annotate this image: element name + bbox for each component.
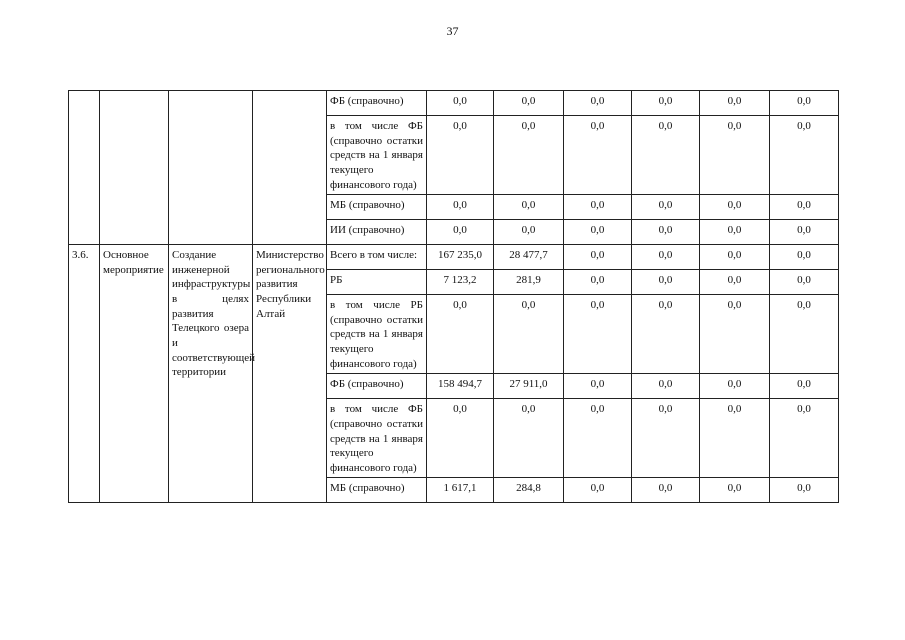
- value-cell: 1 617,1: [427, 478, 494, 503]
- value-cell: 0,0: [632, 295, 700, 374]
- value-cell: 0,0: [632, 478, 700, 503]
- value-cell: 0,0: [427, 220, 494, 245]
- empty-cell: [169, 91, 253, 245]
- value-cell: 0,0: [564, 399, 632, 478]
- value-cell: 0,0: [632, 220, 700, 245]
- source-cell: в том числе ФБ (справочно остатки средств на 1 января текущего финансового года): [327, 116, 427, 195]
- value-cell: 0,0: [700, 295, 770, 374]
- empty-cell: [100, 91, 169, 245]
- value-cell: 0,0: [427, 195, 494, 220]
- value-cell: 0,0: [700, 245, 770, 270]
- value-cell: 0,0: [632, 245, 700, 270]
- value-cell: 158 494,7: [427, 374, 494, 399]
- value-cell: 0,0: [494, 295, 564, 374]
- value-cell: 0,0: [770, 220, 839, 245]
- value-cell: 281,9: [494, 270, 564, 295]
- item-type: Основное мероприятие: [100, 245, 169, 503]
- table-body: [69, 91, 839, 503]
- value-cell: 0,0: [494, 399, 564, 478]
- value-cell: 0,0: [427, 295, 494, 374]
- value-cell: 0,0: [564, 374, 632, 399]
- value-cell: 0,0: [494, 195, 564, 220]
- empty-cell: [69, 91, 100, 245]
- value-cell: 0,0: [770, 116, 839, 195]
- source-cell: ИИ (справочно): [327, 220, 427, 245]
- value-cell: 284,8: [494, 478, 564, 503]
- value-cell: 0,0: [494, 91, 564, 116]
- value-cell: 0,0: [564, 478, 632, 503]
- value-cell: 0,0: [564, 245, 632, 270]
- page-number: 37: [446, 24, 459, 38]
- source-cell: в том числе РБ (справочно остатки средств на 1 января текущего финансового года): [327, 295, 427, 374]
- value-cell: 0,0: [632, 91, 700, 116]
- value-cell: 0,0: [494, 116, 564, 195]
- value-cell: 0,0: [770, 270, 839, 295]
- source-cell: в том числе ФБ (справочно остатки средств на 1 января текущего финансового года): [327, 399, 427, 478]
- value-cell: 0,0: [770, 374, 839, 399]
- value-cell: 0,0: [700, 399, 770, 478]
- source-cell: Всего в том числе:: [327, 245, 427, 270]
- value-cell: 0,0: [700, 374, 770, 399]
- value-cell: 0,0: [770, 295, 839, 374]
- value-cell: 0,0: [564, 116, 632, 195]
- value-cell: 0,0: [632, 195, 700, 220]
- value-cell: 0,0: [700, 195, 770, 220]
- table-row: [69, 245, 839, 270]
- value-cell: 167 235,0: [427, 245, 494, 270]
- value-cell: 7 123,2: [427, 270, 494, 295]
- value-cell: 0,0: [700, 270, 770, 295]
- value-cell: 0,0: [632, 374, 700, 399]
- source-cell: РБ: [327, 270, 427, 295]
- value-cell: 0,0: [427, 399, 494, 478]
- value-cell: 0,0: [700, 116, 770, 195]
- value-cell: 0,0: [427, 91, 494, 116]
- value-cell: 27 911,0: [494, 374, 564, 399]
- value-cell: 0,0: [427, 116, 494, 195]
- value-cell: 0,0: [564, 195, 632, 220]
- value-cell: 0,0: [700, 220, 770, 245]
- item-number: 3.6.: [69, 245, 100, 503]
- value-cell: 0,0: [564, 270, 632, 295]
- value-cell: 0,0: [632, 270, 700, 295]
- value-cell: 0,0: [494, 220, 564, 245]
- source-cell: ФБ (справочно): [327, 374, 427, 399]
- value-cell: 0,0: [564, 91, 632, 116]
- value-cell: 0,0: [770, 91, 839, 116]
- value-cell: 0,0: [700, 478, 770, 503]
- value-cell: 0,0: [770, 399, 839, 478]
- item-name: Создание инженерной инфраструктуры в целях развития Телецкого озера и соответствующей территории: [169, 245, 253, 503]
- item-executor: Министерство регионального развития Республики Алтай: [253, 245, 327, 503]
- value-cell: 0,0: [770, 245, 839, 270]
- funding-table: [68, 90, 839, 503]
- value-cell: 0,0: [564, 295, 632, 374]
- value-cell: 0,0: [564, 220, 632, 245]
- source-cell: МБ (справочно): [327, 195, 427, 220]
- empty-cell: [253, 91, 327, 245]
- source-cell: ФБ (справочно): [327, 91, 427, 116]
- source-cell: МБ (справочно): [327, 478, 427, 503]
- table-row: [69, 91, 839, 116]
- value-cell: 0,0: [632, 116, 700, 195]
- value-cell: 0,0: [770, 195, 839, 220]
- value-cell: 0,0: [770, 478, 839, 503]
- value-cell: 28 477,7: [494, 245, 564, 270]
- value-cell: 0,0: [632, 399, 700, 478]
- value-cell: 0,0: [700, 91, 770, 116]
